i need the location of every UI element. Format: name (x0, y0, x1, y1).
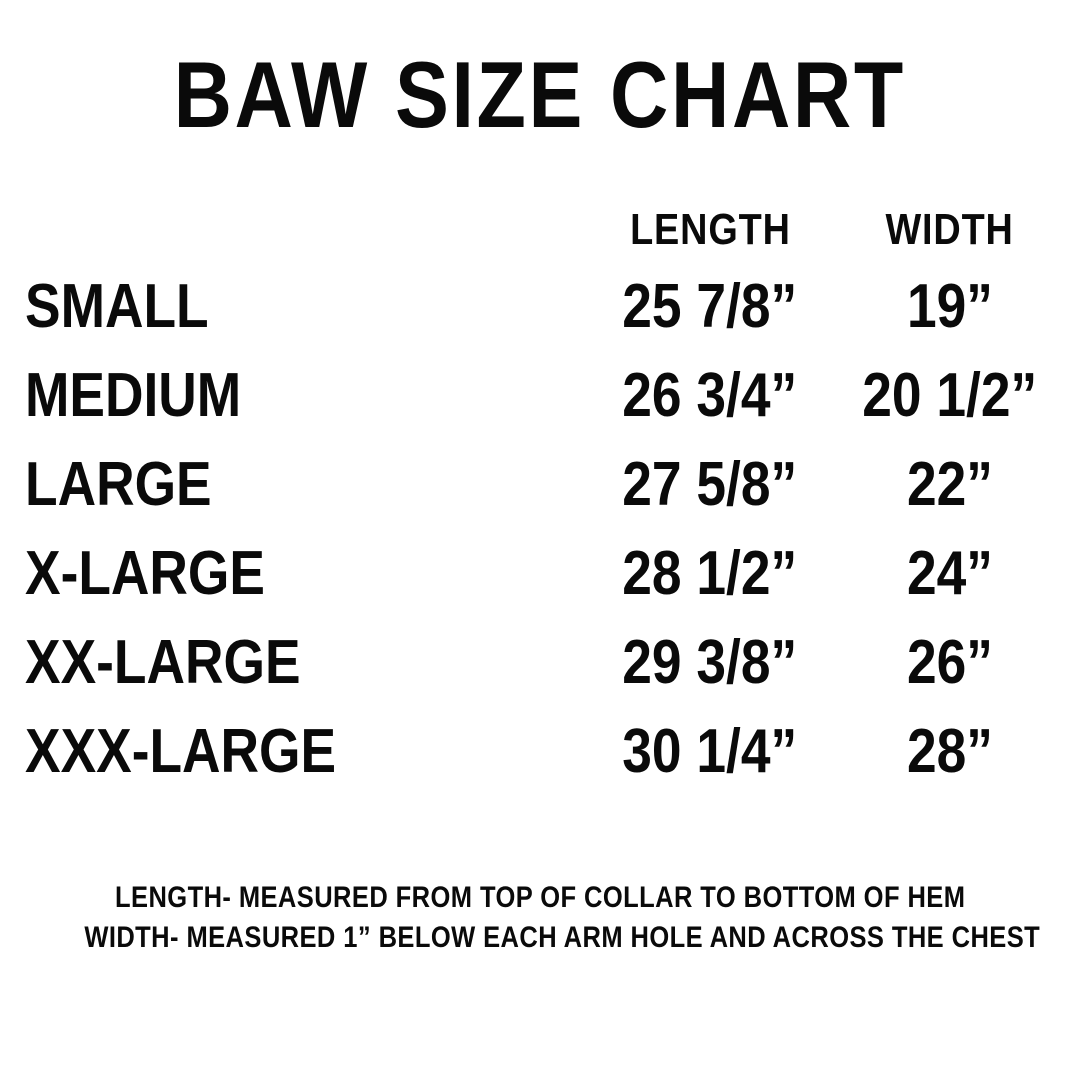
column-header-width-text: WIDTH (885, 205, 1015, 254)
note-length-text: LENGTH- MEASURED FROM TOP OF COLLAR TO BOTTOM OF HEM (114, 881, 966, 914)
width-value (835, 627, 1065, 697)
length-value (585, 627, 835, 697)
note-length (0, 878, 1080, 918)
length-value (585, 716, 835, 786)
width-value (835, 271, 1065, 341)
size-label-text: LARGE (25, 449, 212, 519)
length-value-text: 28 1/2” (622, 538, 798, 608)
table-row (25, 707, 1065, 796)
size-label (25, 360, 585, 430)
size-label-text: MEDIUM (25, 360, 242, 430)
length-value-text: 25 7/8” (622, 271, 798, 341)
length-value-text: 26 3/4” (622, 360, 798, 430)
width-value-text: 19” (907, 271, 993, 341)
width-value-text: 20 1/2” (862, 360, 1038, 430)
width-value (835, 449, 1065, 519)
column-header-width (835, 205, 1065, 254)
length-value (585, 538, 835, 608)
size-label (25, 449, 585, 519)
size-label-text: SMALL (25, 271, 209, 341)
width-value (835, 360, 1065, 430)
size-label-text: X-LARGE (25, 538, 265, 608)
length-value-text: 27 5/8” (622, 449, 798, 519)
width-value-text: 26” (907, 627, 993, 697)
table-row (25, 440, 1065, 529)
size-label-text: XX-LARGE (25, 627, 301, 697)
length-value (585, 271, 835, 341)
table-row (25, 351, 1065, 440)
length-value (585, 360, 835, 430)
size-label (25, 538, 585, 608)
width-value (835, 538, 1065, 608)
measurement-notes (0, 878, 1080, 958)
size-label (25, 627, 585, 697)
table-row (25, 618, 1065, 707)
width-value-text: 24” (907, 538, 993, 608)
note-width-text: WIDTH- MEASURED 1” BELOW EACH ARM HOLE AND ACROSS THE CHEST (84, 921, 1041, 954)
size-label (25, 271, 585, 341)
table-row (25, 529, 1065, 618)
width-value-text: 28” (907, 716, 993, 786)
size-label (25, 716, 585, 786)
table-row (25, 262, 1065, 351)
page-title-text: BAW SIZE CHART (173, 42, 907, 147)
width-value-text: 22” (907, 449, 993, 519)
width-value (835, 716, 1065, 786)
column-header-length (585, 205, 835, 254)
length-value-text: 29 3/8” (622, 627, 798, 697)
size-table (0, 198, 1080, 796)
size-label-text: XXX-LARGE (25, 716, 337, 786)
column-header-length-text: LENGTH (629, 205, 791, 254)
note-width (0, 918, 1080, 958)
length-value (585, 449, 835, 519)
table-header-row (25, 198, 1065, 262)
length-value-text: 30 1/4” (622, 716, 798, 786)
page-title (0, 42, 1080, 147)
